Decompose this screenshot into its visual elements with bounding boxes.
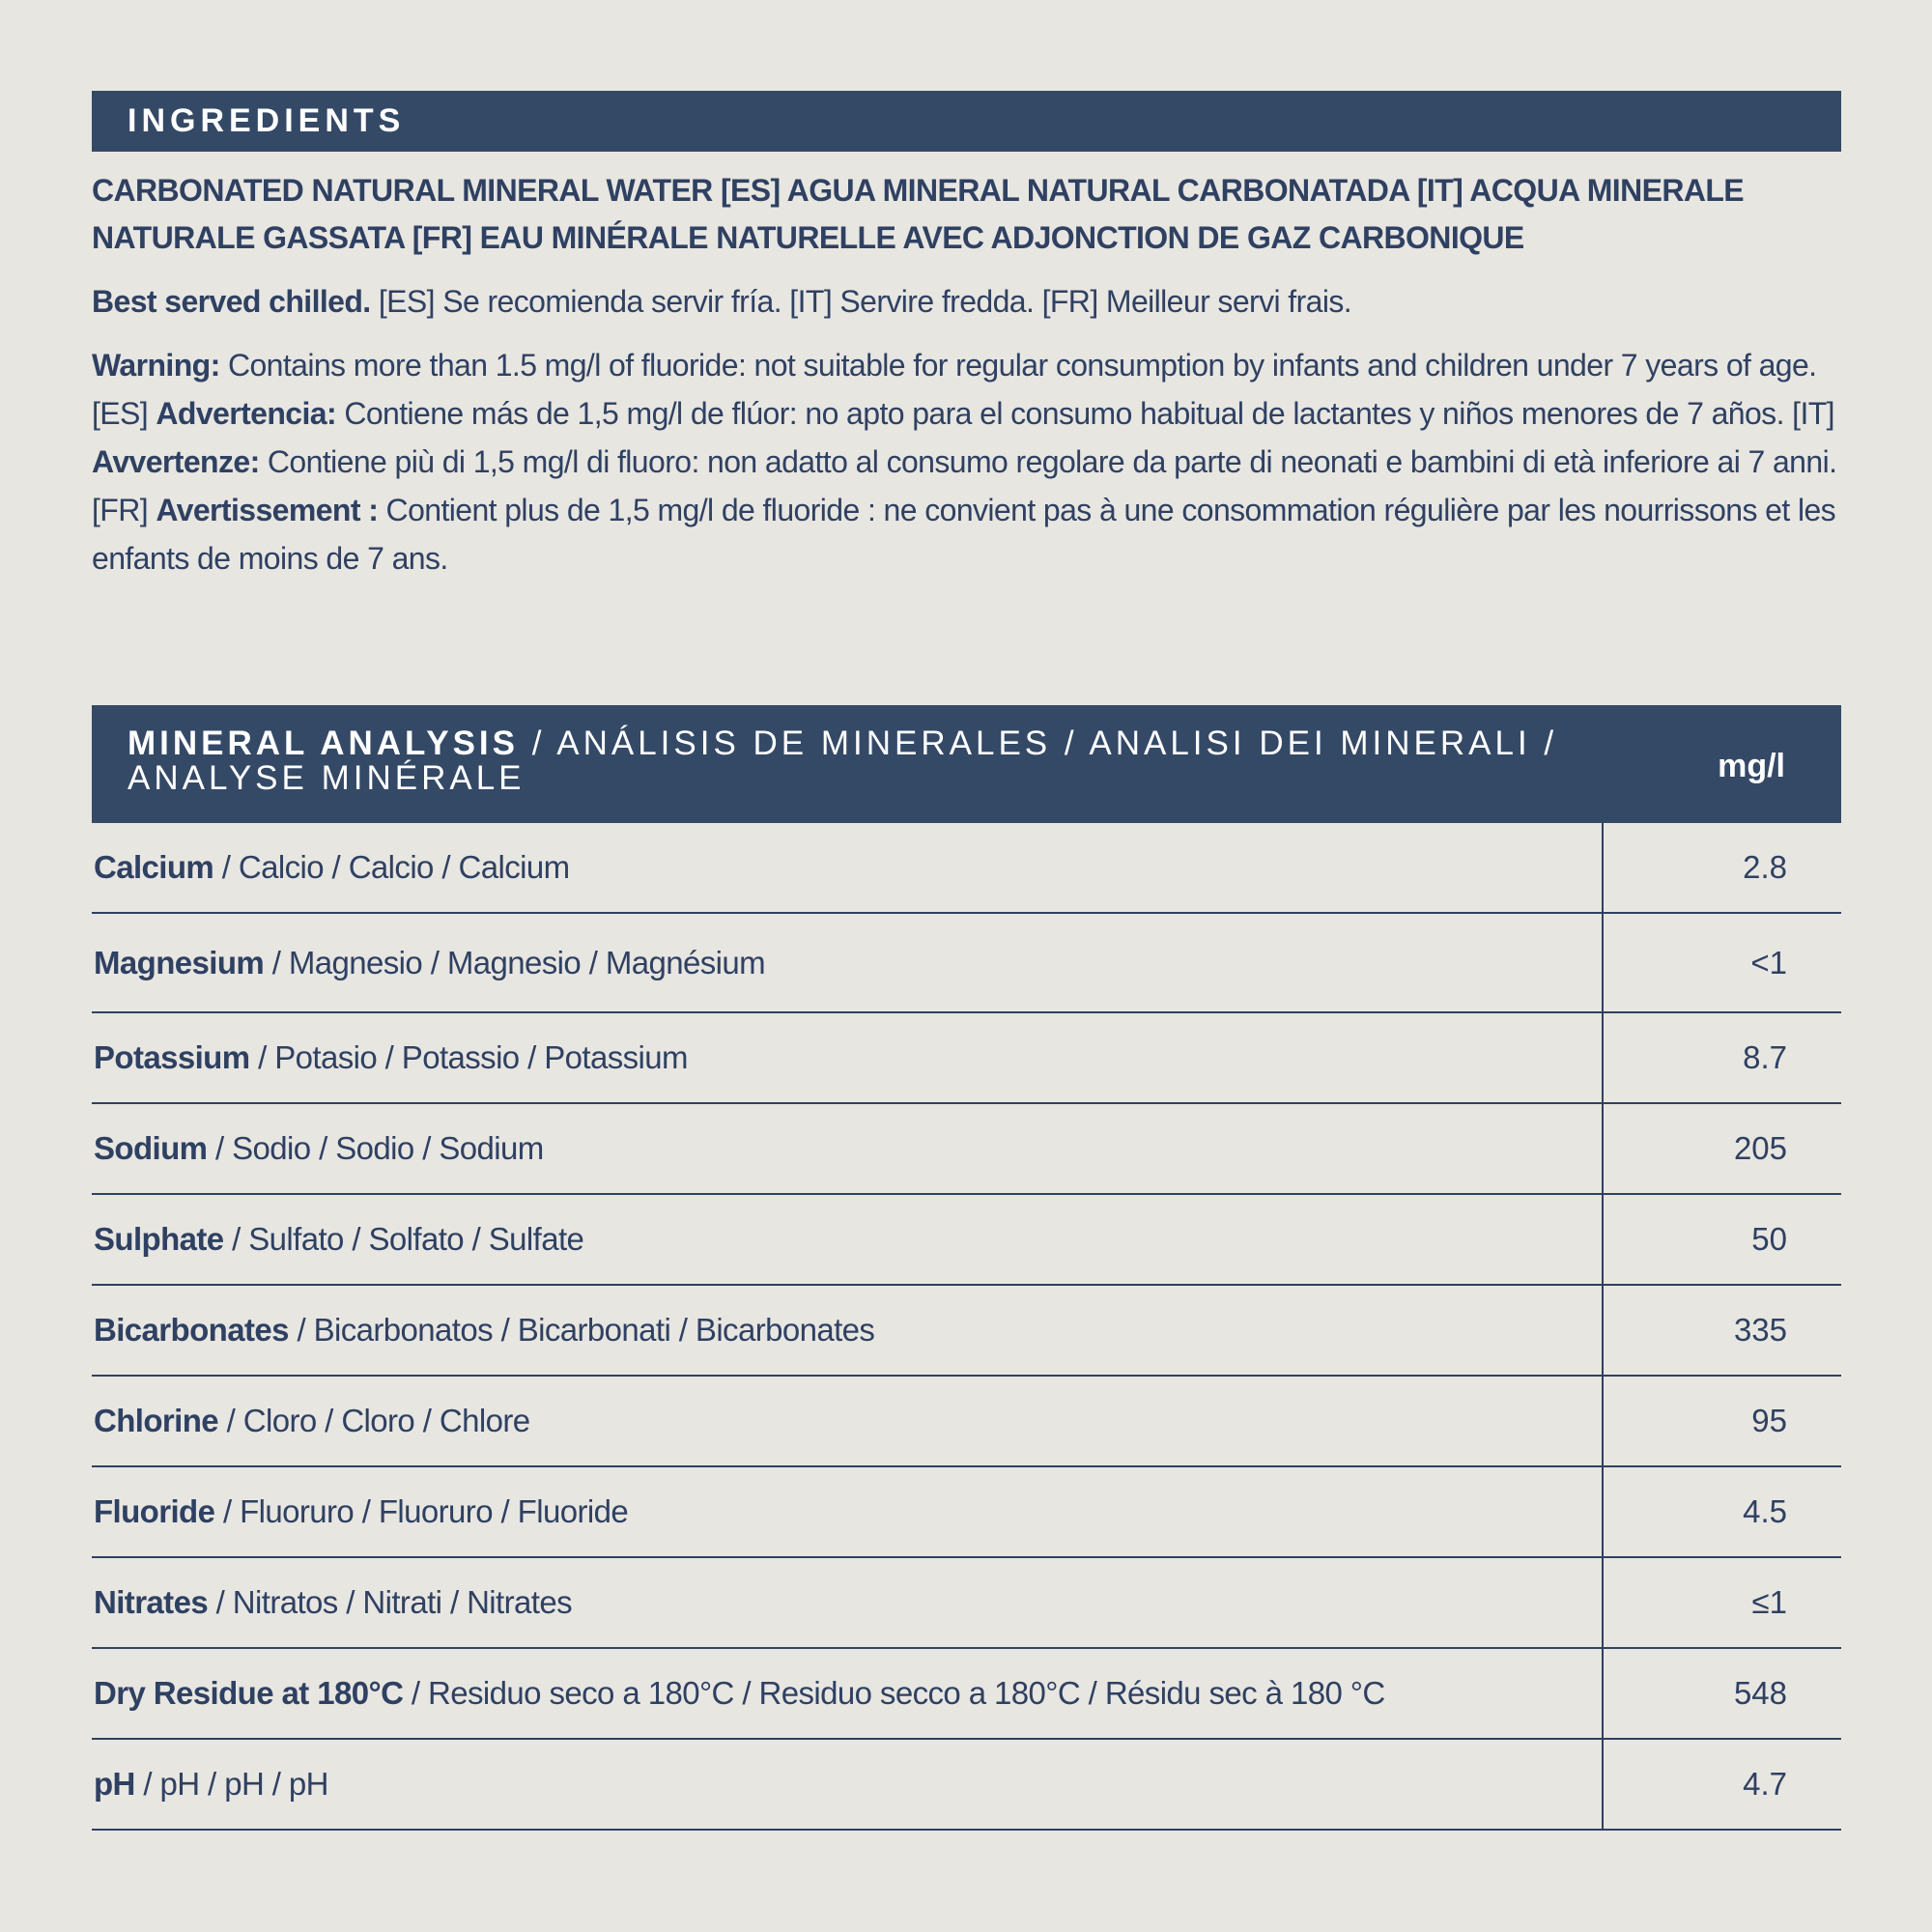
table-row bbox=[92, 1286, 1841, 1377]
ingredients-section bbox=[92, 91, 1841, 582]
mineral-name bbox=[94, 1104, 544, 1193]
column-divider bbox=[1602, 1377, 1604, 1467]
mineral-name-en: pH bbox=[94, 1766, 135, 1802]
mineral-value: 50 bbox=[1751, 1221, 1787, 1257]
table-title-rest: / ANÁLISIS DE MINERALES / ANALISI DEI MINERALI / ANALYSE MINÉRALE bbox=[128, 724, 1558, 797]
warning-text-en: Contains more than 1.5 mg/l of fluoride: not suitable for regular consumption by infants and children under 7 years of age. [ES] bbox=[92, 348, 1817, 431]
column-divider bbox=[1602, 1286, 1604, 1377]
mineral-name bbox=[94, 1740, 328, 1829]
warning-text-it: Contiene più di 1,5 mg/l di fluoro: non adatto al consumo regolare da parte di neonati e bambini di età inferiore ai 7 anni. [FR] bbox=[92, 444, 1837, 527]
mineral-name-en: Fluoride bbox=[94, 1493, 215, 1529]
warning-text-fr: Contient plus de 1,5 mg/l de fluoride : ne convient pas à une consommation régulière par les nourrissons et les enfants de moins de 7 ans. bbox=[92, 493, 1836, 576]
mineral-name-en: Calcium bbox=[94, 849, 214, 885]
ingredients-text: CARBONATED NATURAL MINERAL WATER [ES] AGUA MINERAL NATURAL CARBONATADA [IT] ACQUA MINERALE NATURALE GASSATA [FR] EAU MINÉRALE NATURELLE AVEC ADJONCTION DE GAZ CARBONIQUE bbox=[92, 173, 1745, 255]
mineral-value: 95 bbox=[1751, 1403, 1787, 1438]
mineral-value: 4.5 bbox=[1743, 1493, 1787, 1529]
mineral-name bbox=[94, 1377, 530, 1465]
ingredients-header: INGREDIENTS bbox=[92, 91, 1841, 152]
warning-label-fr: Avertissement : bbox=[156, 493, 379, 527]
table-row bbox=[92, 1740, 1841, 1831]
mineral-name bbox=[94, 1467, 628, 1556]
table-row bbox=[92, 1558, 1841, 1649]
table-row bbox=[92, 1195, 1841, 1286]
table-row bbox=[92, 1377, 1841, 1467]
mineral-name bbox=[94, 1013, 688, 1102]
mineral-translations: / Sulfato / Solfato / Sulfate bbox=[223, 1221, 584, 1257]
mineral-value: 335 bbox=[1733, 1312, 1787, 1348]
column-divider bbox=[1602, 1558, 1604, 1649]
serving-note bbox=[92, 277, 1841, 326]
mineral-name bbox=[94, 1558, 572, 1647]
mineral-value: 4.7 bbox=[1743, 1766, 1787, 1802]
mineral-name bbox=[94, 823, 570, 912]
mineral-value: ≤1 bbox=[1751, 1584, 1787, 1620]
mineral-value: 548 bbox=[1733, 1675, 1787, 1711]
table-row bbox=[92, 914, 1841, 1013]
serving-label: Best served chilled. bbox=[92, 284, 371, 319]
column-divider bbox=[1602, 914, 1604, 1013]
mineral-translations: / pH / pH / pH bbox=[134, 1766, 328, 1802]
mineral-name-en: Sulphate bbox=[94, 1221, 224, 1257]
mineral-name-en: Bicarbonates bbox=[94, 1312, 289, 1348]
column-divider bbox=[1602, 1104, 1604, 1195]
warning-label-es: Advertencia: bbox=[156, 396, 337, 431]
mineral-name bbox=[94, 1195, 583, 1284]
mineral-value: 205 bbox=[1733, 1130, 1787, 1166]
table-row bbox=[92, 823, 1841, 914]
mineral-name-en: Nitrates bbox=[94, 1584, 209, 1620]
column-divider bbox=[1602, 1013, 1604, 1104]
mineral-name-en: Dry Residue at 180°C bbox=[94, 1675, 404, 1711]
warning-note bbox=[92, 341, 1841, 582]
mineral-name bbox=[94, 914, 765, 1011]
column-divider bbox=[1602, 1649, 1604, 1740]
mineral-name bbox=[94, 1286, 874, 1375]
mineral-translations: / Bicarbonatos / Bicarbonati / Bicarbonates bbox=[288, 1312, 875, 1348]
mineral-value: 8.7 bbox=[1743, 1039, 1787, 1075]
mineral-name-en: Sodium bbox=[94, 1130, 208, 1166]
mineral-name-en: Chlorine bbox=[94, 1403, 219, 1438]
table-header bbox=[92, 705, 1841, 823]
table-row bbox=[92, 1649, 1841, 1740]
mineral-translations: / Potasio / Potassio / Potassium bbox=[249, 1039, 688, 1075]
mineral-value: 2.8 bbox=[1743, 849, 1787, 885]
column-divider bbox=[1602, 823, 1604, 914]
table-row bbox=[92, 1013, 1841, 1104]
mineral-translations: / Fluoruro / Fluoruro / Fluoride bbox=[214, 1493, 629, 1529]
table-body bbox=[92, 823, 1841, 1831]
mineral-analysis-table bbox=[92, 705, 1841, 1831]
serving-text: [ES] Se recomienda servir fría. [IT] Servire fredda. [FR] Meilleur servi frais. bbox=[370, 284, 1352, 319]
warning-text-es: Contiene más de 1,5 mg/l de flúor: no apto para el consumo habitual de lactantes y niños menores de 7 años. [IT] bbox=[336, 396, 1834, 431]
table-title-strong: MINERAL ANALYSIS bbox=[128, 724, 519, 762]
column-divider bbox=[1602, 1467, 1604, 1558]
column-divider bbox=[1602, 1195, 1604, 1286]
table-row bbox=[92, 1104, 1841, 1195]
mineral-translations: / Sodio / Sodio / Sodium bbox=[207, 1130, 544, 1166]
warning-label: Warning: bbox=[92, 348, 220, 383]
table-title bbox=[128, 726, 1577, 796]
table-row bbox=[92, 1467, 1841, 1558]
mineral-name bbox=[94, 1649, 1385, 1738]
mineral-name-en: Potassium bbox=[94, 1039, 250, 1075]
mineral-value: <1 bbox=[1750, 944, 1787, 980]
mineral-translations: / Cloro / Cloro / Chlore bbox=[218, 1403, 530, 1438]
mineral-translations: / Nitratos / Nitrati / Nitrates bbox=[208, 1584, 572, 1620]
mineral-translations: / Residuo seco a 180°C / Residuo secco a 180°C / Résidu sec à 180 °C bbox=[403, 1675, 1385, 1711]
mineral-translations: / Calcio / Calcio / Calcium bbox=[213, 849, 570, 885]
warning-label-it: Avvertenze: bbox=[92, 444, 260, 479]
unit-header: mg/l bbox=[1718, 748, 1785, 784]
mineral-translations: / Magnesio / Magnesio / Magnésium bbox=[264, 944, 766, 980]
column-divider bbox=[1602, 1740, 1604, 1831]
mineral-name-en: Magnesium bbox=[94, 944, 265, 980]
